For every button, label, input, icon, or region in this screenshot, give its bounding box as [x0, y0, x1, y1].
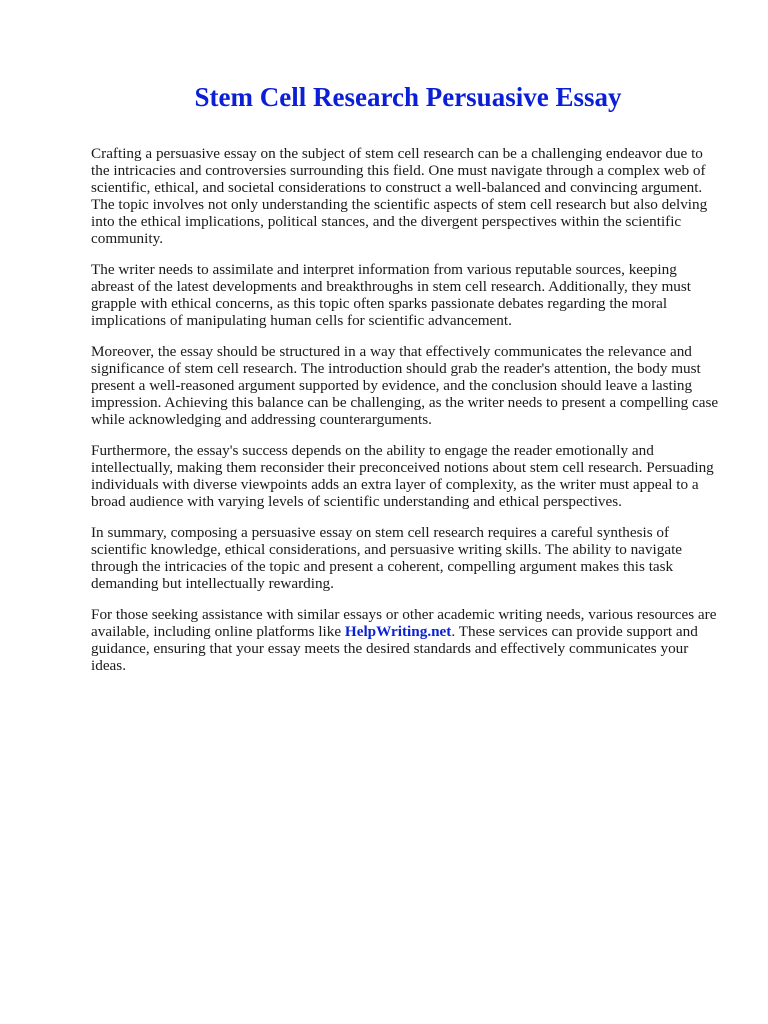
paragraph-5: In summary, composing a persuasive essay on stem cell research requires a careful synthesis of scientific knowledge, ethical considerations, and persuasive writing skills. The ability to navigate through the intricacies of the topic and present a coherent, compelling argument makes this task demanding but intellectually rewarding. — [91, 524, 683, 592]
paragraph-3: Moreover, the essay should be structured in a way that effectively communicates the relevance and significance of stem cell research. The introduction should grab the reader's attention, the body must present a well-reasoned argument supported by evidence, and the conclusion should leave a lasting impression. Achieving this balance can be challenging, as the writer needs to present a compelling case while acknowledging and addressing counterarguments. — [91, 343, 719, 428]
paragraph-1: Crafting a persuasive essay on the subject of stem cell research can be a challenging endeavor due to the intricacies and controversies surrounding this field. One must navigate through a complex web of scientific, ethical, and societal considerations to construct a well-balanced and convincing argument. The topic involves not only understanding the scientific aspects of stem cell research but also delving into the ethical implications, political stances, and the divergent perspectives within the scientific community. — [91, 145, 708, 247]
paragraph-4: Furthermore, the essay's success depends on the ability to engage the reader emotionally and intellectually, making them reconsider their preconceived notions about stem cell research. Persuading individuals with diverse viewpoints adds an extra layer of complexity, as the writer must appeal to a broad audience with varying levels of scientific understanding and ethical perspectives. — [91, 442, 714, 510]
paragraph-2: The writer needs to assimilate and interpret information from various reputable sources, keeping abreast of the latest developments and breakthroughs in stem cell research. Additionally, they must grapple with ethical concerns, as this topic often sparks passionate debates regarding the moral implications of manipulating human cells for scientific advancement. — [91, 261, 692, 329]
document-body — [91, 145, 723, 688]
helpwriting-link[interactable]: HelpWriting.net — [344, 623, 452, 640]
document-title: Stem Cell Research Persuasive Essay — [194, 82, 622, 112]
paragraph-6-after-link: . These services can provide support and guidance, ensuring that your essay meets the desired standards and effectively communicates your ideas. — [91, 623, 698, 674]
paragraph-6 — [91, 606, 723, 674]
paragraph-6-before-link: For those seeking assistance with similar essays or other academic writing needs, various resources are available, including online platforms like — [91, 606, 717, 640]
